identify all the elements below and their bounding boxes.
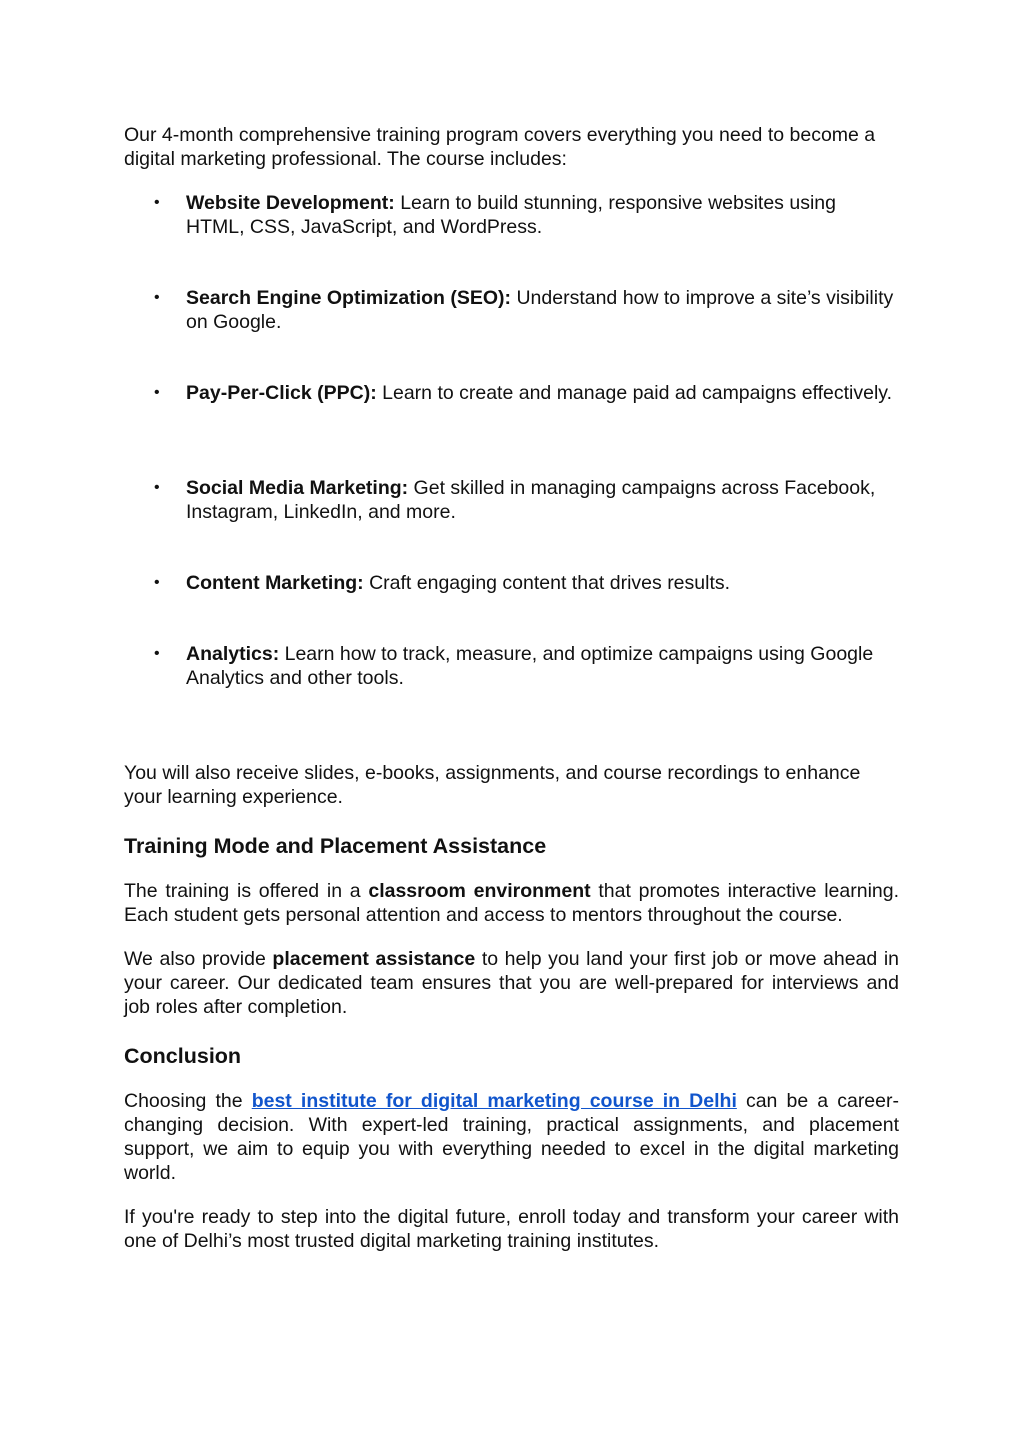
conclusion-p1-after: can be a career-changing decision. With expert-led training, practical assignments, and placement support, we aim to equip you with everything needed to excel in the digital marketing world. [124,1090,899,1184]
list-item [124,571,899,595]
document-page [124,123,899,1253]
placement-paragraph [124,947,899,1019]
course-item-text: Craft engaging content that drives results. [363,572,731,594]
conclusion-p1-before: Choosing the [124,1090,252,1112]
list-item [124,286,899,334]
bullet-icon: • [154,645,160,662]
course-topics-list [124,191,899,690]
course-item-term: Content Marketing: [186,572,364,594]
placement-p2-before: We also provide [124,948,273,970]
course-item-term: Analytics: [186,643,280,665]
course-item-term: Website Development: [186,192,395,214]
course-item-text: Learn to create and manage paid ad campaigns effectively. [376,382,893,404]
course-item-term: Social Media Marketing: [186,477,409,499]
classroom-environment-bold: classroom environment [368,880,591,902]
training-p1-before: The training is offered in a [124,880,369,902]
conclusion-heading: Conclusion [124,1044,242,1068]
placement-assistance-bold: placement assistance [272,948,476,970]
training-p1-after: that promotes interactive learning. Each student gets personal attention and access to mentors throughout the course. [124,880,900,926]
bullet-icon: • [154,479,160,496]
intro-paragraph: Our 4-month comprehensive training program covers everything you need to become a digital marketing professional. The course includes: [124,124,876,170]
course-item-term: Pay-Per-Click (PPC): [186,382,377,404]
placement-p2-after: to help you land your first job or move ahead in your career. Our dedicated team ensures that you are well-prepared for interviews and job roles after completion. [124,948,900,1018]
training-paragraph [124,879,899,927]
bullet-icon: • [154,574,160,591]
course-item-text: Learn how to track, measure, and optimize campaigns using Google Analytics and other tools. [186,643,874,689]
list-item [124,381,899,429]
resources-paragraph: You will also receive slides, e-books, assignments, and course recordings to enhance your learning experience. [124,762,861,808]
list-item [124,476,899,524]
course-item-term: Search Engine Optimization (SEO): [186,287,512,309]
closing-paragraph: If you're ready to step into the digital future, enroll today and transform your career with one of Delhi’s most trusted digital marketing training institutes. [124,1206,899,1252]
list-item [124,642,899,690]
bullet-icon: • [154,384,160,401]
list-item [124,191,899,239]
course-item-text: Get skilled in managing campaigns across Facebook, Instagram, LinkedIn, and more. [186,477,876,523]
training-heading: Training Mode and Placement Assistance [124,834,547,858]
best-institute-link[interactable]: best institute for digital marketing course in Delhi [251,1090,737,1112]
bullet-icon: • [154,194,160,211]
course-item-text: Learn to build stunning, responsive websites using HTML, CSS, JavaScript, and WordPress. [186,192,836,238]
course-item-text: Understand how to improve a site’s visibility on Google. [186,287,894,333]
bullet-icon: • [154,289,160,306]
conclusion-paragraph [124,1089,899,1185]
